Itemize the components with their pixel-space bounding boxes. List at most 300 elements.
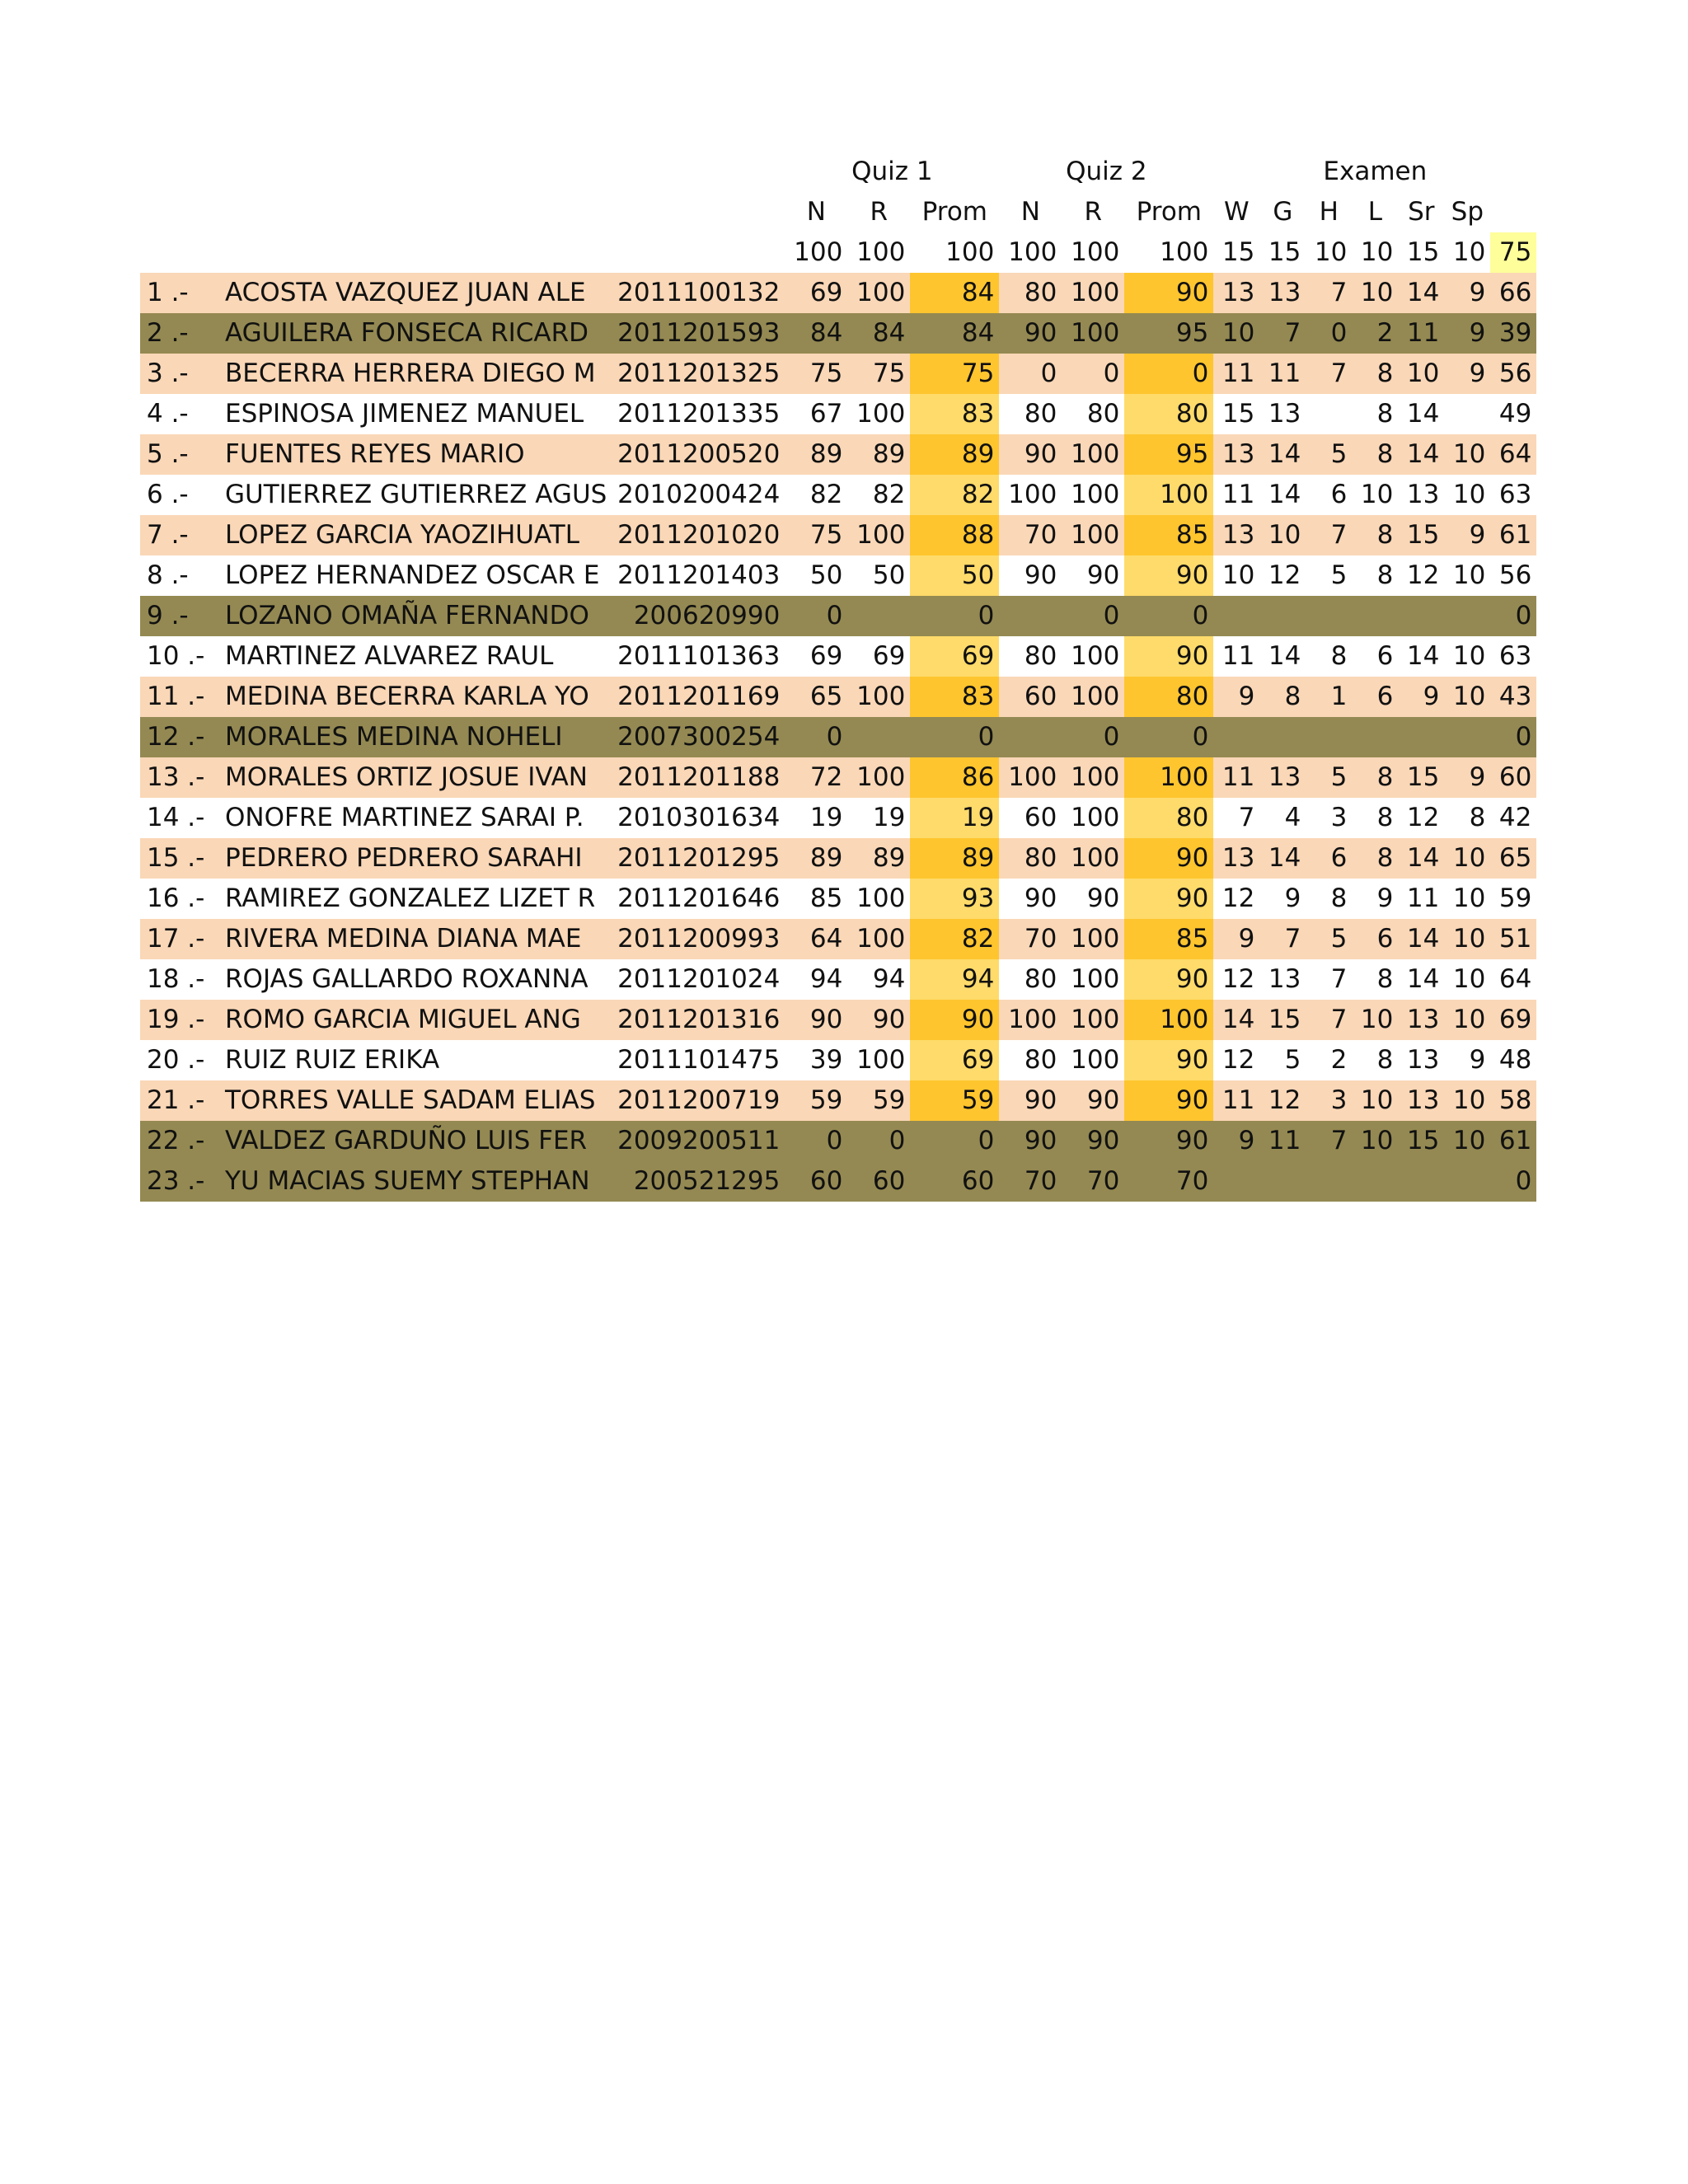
prom-cell: 0	[1124, 596, 1213, 636]
student-id: 2011101475	[612, 1040, 785, 1080]
total-cell: 48	[1490, 1040, 1536, 1080]
score-cell: 100	[1062, 475, 1124, 515]
score-cell: 8	[1352, 394, 1398, 434]
total-cell: 63	[1490, 475, 1536, 515]
prom-cell: 90	[1124, 273, 1213, 313]
score-cell: 10	[1444, 959, 1490, 1000]
score-cell: 11	[1398, 313, 1444, 354]
score-cell: 80	[999, 959, 1062, 1000]
score-cell	[1259, 1161, 1306, 1202]
score-cell: 60	[785, 1161, 847, 1202]
score-cell: 10	[1444, 1080, 1490, 1121]
score-cell: 80	[999, 394, 1062, 434]
score-cell: 11	[1213, 636, 1259, 677]
student-name: ONOFRE MARTINEZ SARAI P.	[220, 798, 612, 838]
student-id: 2007300254	[612, 717, 785, 757]
student-id: 2011201169	[612, 677, 785, 717]
student-id: 2009200511	[612, 1121, 785, 1161]
score-cell: 7	[1213, 798, 1259, 838]
score-cell: 13	[1213, 434, 1259, 475]
sub-header-cell: R	[847, 192, 910, 232]
score-cell	[1306, 1161, 1352, 1202]
group-header-row	[140, 152, 1536, 192]
row-number: 9 .-	[140, 596, 220, 636]
score-cell: 4	[1259, 798, 1306, 838]
prom-cell: 86	[910, 757, 999, 798]
score-cell: 10	[1444, 475, 1490, 515]
score-cell: 7	[1306, 1121, 1352, 1161]
score-cell: 9	[1352, 879, 1398, 919]
score-cell: 8	[1444, 798, 1490, 838]
score-cell: 8	[1352, 434, 1398, 475]
row-number: 3 .-	[140, 354, 220, 394]
score-cell: 39	[785, 1040, 847, 1080]
score-cell: 8	[1352, 798, 1398, 838]
score-cell: 10	[1259, 515, 1306, 555]
score-cell: 90	[999, 434, 1062, 475]
score-cell: 8	[1352, 959, 1398, 1000]
score-cell: 8	[1352, 515, 1398, 555]
prom-cell: 89	[910, 838, 999, 879]
table-row	[140, 354, 1536, 394]
table-row	[140, 919, 1536, 959]
score-cell: 11	[1259, 354, 1306, 394]
score-cell: 9	[1444, 273, 1490, 313]
total-cell: 61	[1490, 515, 1536, 555]
score-cell: 6	[1306, 838, 1352, 879]
score-cell	[1398, 1161, 1444, 1202]
score-cell: 0	[1062, 354, 1124, 394]
score-cell: 12	[1213, 879, 1259, 919]
score-cell: 69	[847, 636, 910, 677]
total-cell: 66	[1490, 273, 1536, 313]
score-cell: 11	[1213, 1080, 1259, 1121]
prom-cell: 83	[910, 394, 999, 434]
score-cell: 8	[1352, 1040, 1398, 1080]
score-cell: 5	[1306, 434, 1352, 475]
student-name: PEDRERO PEDRERO SARAHI	[220, 838, 612, 879]
score-cell: 5	[1306, 555, 1352, 596]
max-value-cell: 100	[1124, 232, 1213, 273]
score-cell: 89	[847, 434, 910, 475]
score-cell: 15	[1398, 1121, 1444, 1161]
student-id: 2011200719	[612, 1080, 785, 1121]
student-id: 2010200424	[612, 475, 785, 515]
row-number: 18 .-	[140, 959, 220, 1000]
score-cell: 8	[1306, 636, 1352, 677]
score-cell: 100	[1062, 677, 1124, 717]
score-cell: 8	[1306, 879, 1352, 919]
student-id: 2011201403	[612, 555, 785, 596]
table-row	[140, 596, 1536, 636]
score-cell: 90	[999, 555, 1062, 596]
sub-header-cell	[1490, 192, 1536, 232]
total-cell: 64	[1490, 959, 1536, 1000]
score-cell: 100	[1062, 434, 1124, 475]
score-cell: 100	[1062, 515, 1124, 555]
student-id: 2011201646	[612, 879, 785, 919]
row-number: 22 .-	[140, 1121, 220, 1161]
student-id: 2011201316	[612, 1000, 785, 1040]
table-row	[140, 636, 1536, 677]
score-cell: 12	[1259, 555, 1306, 596]
score-cell: 14	[1259, 636, 1306, 677]
table-row	[140, 475, 1536, 515]
score-cell: 69	[785, 273, 847, 313]
score-cell: 100	[1062, 959, 1124, 1000]
score-cell	[1213, 1161, 1259, 1202]
table-row	[140, 1080, 1536, 1121]
score-cell	[1444, 717, 1490, 757]
score-cell: 0	[847, 1121, 910, 1161]
score-cell: 100	[1062, 919, 1124, 959]
total-cell: 61	[1490, 1121, 1536, 1161]
max-values-row	[140, 232, 1536, 273]
sub-header-row	[140, 192, 1536, 232]
prom-cell: 82	[910, 475, 999, 515]
row-number: 13 .-	[140, 757, 220, 798]
score-cell: 60	[999, 677, 1062, 717]
max-value-cell: 100	[847, 232, 910, 273]
row-number: 7 .-	[140, 515, 220, 555]
score-cell: 14	[1259, 475, 1306, 515]
sub-header-cell: L	[1352, 192, 1398, 232]
score-cell: 13	[1398, 475, 1444, 515]
student-name: ROJAS GALLARDO ROXANNA	[220, 959, 612, 1000]
student-id: 2011200993	[612, 919, 785, 959]
score-cell	[1306, 394, 1352, 434]
prom-cell: 90	[1124, 959, 1213, 1000]
student-name: LOPEZ HERNANDEZ OSCAR E	[220, 555, 612, 596]
score-cell: 11	[1259, 1121, 1306, 1161]
score-cell: 82	[847, 475, 910, 515]
score-cell: 67	[785, 394, 847, 434]
prom-cell: 80	[1124, 798, 1213, 838]
score-cell: 94	[785, 959, 847, 1000]
score-cell: 9	[1444, 354, 1490, 394]
score-cell: 2	[1306, 1040, 1352, 1080]
score-cell: 8	[1352, 757, 1398, 798]
score-cell: 7	[1306, 959, 1352, 1000]
score-cell: 0	[1062, 596, 1124, 636]
score-cell: 100	[1062, 1040, 1124, 1080]
score-cell: 90	[847, 1000, 910, 1040]
score-cell	[1352, 1161, 1398, 1202]
prom-cell: 59	[910, 1080, 999, 1121]
score-cell: 90	[999, 1121, 1062, 1161]
score-cell	[1444, 394, 1490, 434]
score-cell: 11	[1213, 475, 1259, 515]
score-cell: 100	[847, 515, 910, 555]
score-cell	[1213, 596, 1259, 636]
prom-cell: 0	[910, 717, 999, 757]
max-value-cell: 100	[999, 232, 1062, 273]
score-cell: 14	[1259, 838, 1306, 879]
score-cell: 19	[785, 798, 847, 838]
quiz2-header: Quiz 2	[999, 152, 1213, 192]
score-cell: 15	[1398, 515, 1444, 555]
prom-cell: 69	[910, 636, 999, 677]
score-cell: 10	[1213, 555, 1259, 596]
prom-cell: 94	[910, 959, 999, 1000]
student-name: ROMO GARCIA MIGUEL ANG	[220, 1000, 612, 1040]
table-row	[140, 757, 1536, 798]
student-name: YU MACIAS SUEMY STEPHAN	[220, 1161, 612, 1202]
score-cell: 100	[1062, 636, 1124, 677]
student-id: 200521295	[612, 1161, 785, 1202]
score-cell: 14	[1398, 838, 1444, 879]
student-id: 2011201335	[612, 394, 785, 434]
prom-cell: 90	[1124, 1080, 1213, 1121]
score-cell: 100	[1062, 313, 1124, 354]
score-cell	[847, 717, 910, 757]
max-value-cell: 10	[1352, 232, 1398, 273]
score-cell: 50	[785, 555, 847, 596]
score-cell: 10	[1444, 555, 1490, 596]
score-cell: 9	[1213, 919, 1259, 959]
table-row	[140, 394, 1536, 434]
score-cell: 10	[1352, 1080, 1398, 1121]
score-cell: 0	[999, 354, 1062, 394]
student-name: MORALES ORTIZ JOSUE IVAN	[220, 757, 612, 798]
score-cell: 7	[1306, 1000, 1352, 1040]
score-cell: 15	[1213, 394, 1259, 434]
score-cell: 100	[847, 879, 910, 919]
prom-cell: 19	[910, 798, 999, 838]
score-cell: 14	[1398, 273, 1444, 313]
sub-header-cell: G	[1259, 192, 1306, 232]
total-cell: 56	[1490, 555, 1536, 596]
score-cell: 0	[785, 1121, 847, 1161]
score-cell: 0	[785, 717, 847, 757]
row-number: 2 .-	[140, 313, 220, 354]
prom-cell: 0	[910, 596, 999, 636]
score-cell: 0	[785, 596, 847, 636]
score-cell: 6	[1352, 677, 1398, 717]
score-cell: 14	[1259, 434, 1306, 475]
prom-cell: 50	[910, 555, 999, 596]
prom-cell: 60	[910, 1161, 999, 1202]
score-cell: 100	[1062, 1000, 1124, 1040]
prom-cell: 100	[1124, 1000, 1213, 1040]
score-cell: 60	[847, 1161, 910, 1202]
score-cell: 89	[847, 838, 910, 879]
score-cell: 3	[1306, 1080, 1352, 1121]
score-cell: 3	[1306, 798, 1352, 838]
score-cell: 6	[1306, 475, 1352, 515]
score-cell: 100	[1062, 838, 1124, 879]
prom-cell: 100	[1124, 757, 1213, 798]
score-cell: 100	[999, 1000, 1062, 1040]
prom-cell: 0	[910, 1121, 999, 1161]
total-cell: 69	[1490, 1000, 1536, 1040]
student-id: 2011201024	[612, 959, 785, 1000]
sub-header-cell: Prom	[910, 192, 999, 232]
sub-header-cell: Prom	[1124, 192, 1213, 232]
score-cell: 14	[1398, 636, 1444, 677]
score-cell: 13	[1259, 394, 1306, 434]
score-cell: 90	[999, 1080, 1062, 1121]
student-id: 2011101363	[612, 636, 785, 677]
max-value-cell: 100	[910, 232, 999, 273]
score-cell: 80	[999, 1040, 1062, 1080]
score-cell: 7	[1259, 313, 1306, 354]
score-cell: 94	[847, 959, 910, 1000]
student-name: TORRES VALLE SADAM ELIAS	[220, 1080, 612, 1121]
table-row	[140, 313, 1536, 354]
total-cell: 42	[1490, 798, 1536, 838]
score-cell: 14	[1398, 394, 1444, 434]
score-cell: 90	[1062, 879, 1124, 919]
score-cell	[1306, 717, 1352, 757]
score-cell: 0	[1306, 313, 1352, 354]
prom-cell: 90	[1124, 555, 1213, 596]
score-cell: 12	[1213, 1040, 1259, 1080]
prom-cell: 84	[910, 313, 999, 354]
score-cell: 70	[1062, 1161, 1124, 1202]
score-cell: 100	[847, 273, 910, 313]
score-cell: 90	[999, 879, 1062, 919]
row-number: 17 .-	[140, 919, 220, 959]
score-cell: 14	[1398, 959, 1444, 1000]
prom-cell: 80	[1124, 394, 1213, 434]
score-cell	[1444, 596, 1490, 636]
max-value-cell: 100	[785, 232, 847, 273]
student-name: FUENTES REYES MARIO	[220, 434, 612, 475]
prom-cell: 89	[910, 434, 999, 475]
score-cell: 8	[1352, 838, 1398, 879]
prom-cell: 82	[910, 919, 999, 959]
prom-cell: 100	[1124, 475, 1213, 515]
score-cell: 75	[785, 515, 847, 555]
student-id: 2011100132	[612, 273, 785, 313]
examen-header: Examen	[1213, 152, 1536, 192]
score-cell: 13	[1213, 515, 1259, 555]
score-cell: 9	[1213, 677, 1259, 717]
score-cell: 19	[847, 798, 910, 838]
score-cell: 10	[1444, 838, 1490, 879]
student-name: RIVERA MEDINA DIANA MAE	[220, 919, 612, 959]
score-cell	[1259, 717, 1306, 757]
score-cell: 8	[1259, 677, 1306, 717]
score-cell: 59	[785, 1080, 847, 1121]
score-cell: 70	[999, 515, 1062, 555]
score-cell: 65	[785, 677, 847, 717]
score-cell: 13	[1259, 757, 1306, 798]
max-value-cell: 10	[1306, 232, 1352, 273]
sub-header-cell: N	[785, 192, 847, 232]
prom-cell: 70	[1124, 1161, 1213, 1202]
score-cell	[1444, 1161, 1490, 1202]
score-cell: 9	[1444, 313, 1490, 354]
score-cell	[999, 596, 1062, 636]
score-cell: 90	[1062, 1080, 1124, 1121]
row-number: 16 .-	[140, 879, 220, 919]
sub-header-cell: Sp	[1444, 192, 1490, 232]
score-cell: 10	[1398, 354, 1444, 394]
score-cell: 90	[999, 313, 1062, 354]
table-row	[140, 717, 1536, 757]
table-row	[140, 1161, 1536, 1202]
score-cell: 64	[785, 919, 847, 959]
total-cell: 60	[1490, 757, 1536, 798]
max-value-cell: 10	[1444, 232, 1490, 273]
score-cell: 90	[1062, 555, 1124, 596]
score-cell: 82	[785, 475, 847, 515]
score-cell: 13	[1398, 1040, 1444, 1080]
student-name: MEDINA BECERRA KARLA YO	[220, 677, 612, 717]
score-cell: 5	[1306, 919, 1352, 959]
score-cell: 5	[1306, 757, 1352, 798]
score-cell: 100	[847, 1040, 910, 1080]
prom-cell: 90	[910, 1000, 999, 1040]
score-cell: 11	[1213, 757, 1259, 798]
score-cell: 50	[847, 555, 910, 596]
total-cell: 49	[1490, 394, 1536, 434]
student-name: VALDEZ GARDUÑO LUIS FER	[220, 1121, 612, 1161]
total-cell: 58	[1490, 1080, 1536, 1121]
total-cell: 59	[1490, 879, 1536, 919]
score-cell: 89	[785, 434, 847, 475]
sub-header-cell: H	[1306, 192, 1352, 232]
score-cell: 85	[785, 879, 847, 919]
score-cell: 13	[1398, 1000, 1444, 1040]
student-id: 2011201020	[612, 515, 785, 555]
prom-cell: 95	[1124, 313, 1213, 354]
score-cell: 9	[1259, 879, 1306, 919]
student-id: 2011201593	[612, 313, 785, 354]
student-name: ESPINOSA JIMENEZ MANUEL	[220, 394, 612, 434]
score-cell	[999, 717, 1062, 757]
score-cell: 10	[1444, 1000, 1490, 1040]
score-cell: 59	[847, 1080, 910, 1121]
student-name: ACOSTA VAZQUEZ JUAN ALE	[220, 273, 612, 313]
total-cell: 63	[1490, 636, 1536, 677]
prom-cell: 88	[910, 515, 999, 555]
score-cell: 7	[1306, 273, 1352, 313]
score-cell: 13	[1213, 838, 1259, 879]
score-cell: 13	[1259, 959, 1306, 1000]
sub-header-cell: Sr	[1398, 192, 1444, 232]
score-cell: 13	[1398, 1080, 1444, 1121]
table-row	[140, 555, 1536, 596]
prom-cell: 93	[910, 879, 999, 919]
score-cell: 70	[999, 1161, 1062, 1202]
prom-cell: 90	[1124, 838, 1213, 879]
prom-cell: 85	[1124, 919, 1213, 959]
prom-cell: 75	[910, 354, 999, 394]
student-name: RUIZ RUIZ ERIKA	[220, 1040, 612, 1080]
row-number: 12 .-	[140, 717, 220, 757]
score-cell: 90	[785, 1000, 847, 1040]
max-value-cell: 15	[1213, 232, 1259, 273]
score-cell: 100	[1062, 757, 1124, 798]
score-cell: 100	[999, 475, 1062, 515]
table-row	[140, 1040, 1536, 1080]
prom-cell: 84	[910, 273, 999, 313]
score-cell: 10	[1352, 1121, 1398, 1161]
score-cell: 10	[1444, 636, 1490, 677]
row-number: 4 .-	[140, 394, 220, 434]
score-cell: 10	[1444, 677, 1490, 717]
max-value-cell: 15	[1259, 232, 1306, 273]
table-body	[140, 152, 1536, 1202]
score-cell: 10	[1352, 1000, 1398, 1040]
score-cell: 80	[999, 636, 1062, 677]
table-row	[140, 677, 1536, 717]
prom-cell: 90	[1124, 879, 1213, 919]
row-number: 14 .-	[140, 798, 220, 838]
